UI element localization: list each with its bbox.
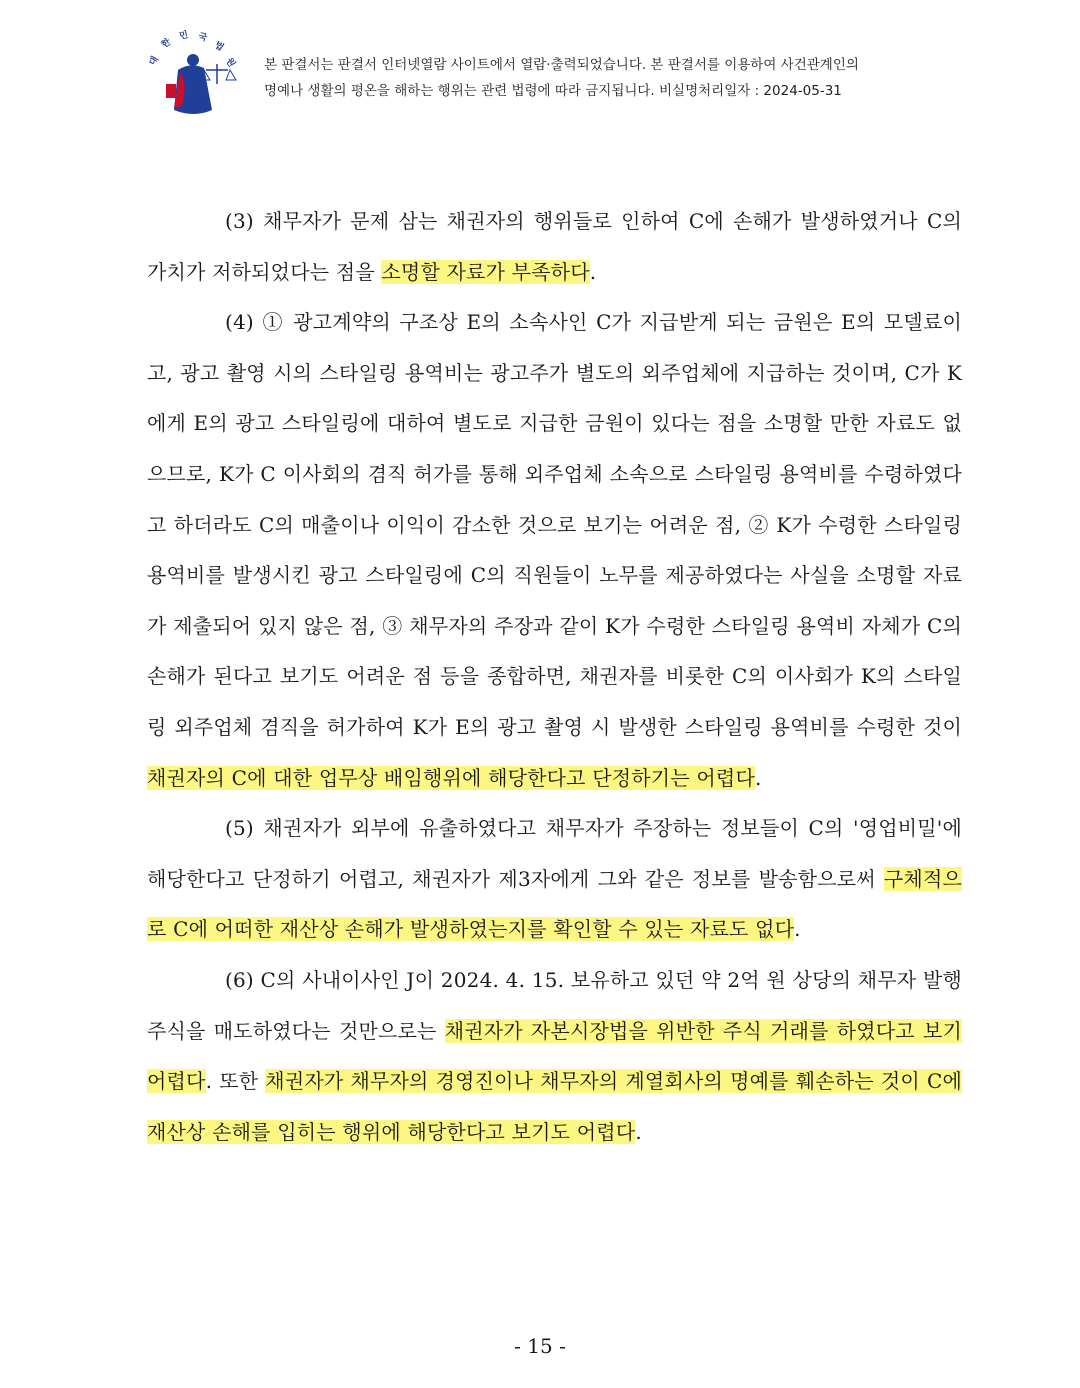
text-run: (5) 채권자가 외부에 유출하였다고 채무자가 주장하는 정보들이 C의 '영업비밀'에 해당한다고 단정하기 어렵고, 채권자가 제3자에게 그와 같은 정보를 발송함으로써 [147,816,962,891]
text-run: (3) 채무자가 문제 삼는 채권자의 행위들로 인하여 C에 손해가 발생하였거나 C의 가치가 저하되었다는 점을 [147,209,962,284]
paragraph-6 [147,955,962,1157]
svg-text:국: 국 [197,32,208,44]
text-run: . [754,765,762,790]
text-run: (4) ① 광고계약의 구조상 E의 소속사인 C가 지급받게 되는 금원은 E의 모델료이고, 광고 촬영 시의 스타일링 용역비는 광고주가 별도의 외주업체에 지급하는 것이며, C가 K에게 E의 광고 스타일링에 대하여 별도로 지급한 금원이 있다는 점을 소명할 만한 자료도 없으므로, K가 C 이사회의 겸직 허가를 통해 외주업체 소속으로 스타일링 용역비를 수령하였다고 하더라도 C의 매출이나 이익이 감소한 것으로 보기는 어려운 점, ② K가 수령한 스타일링 용역비를 발생시킨 광고 스타일링에 C의 직원들이 노무를 제공하였다는 사실을 소명할 자료가 제출되어 있지 않은 점, ③ 채무자의 주장과 같이 K가 수령한 스타일링 용역비 자체가 C의 손해가 된다고 보기도 어려운 점 등을 종합하면, 채권자를 비롯한 C의 이사회가 K의 스타일링 외주업체 겸직을 허가하여 K가 E의 광고 촬영 시 발생한 스타일링 용역비를 수령한 것이 [147,310,962,739]
svg-text:대: 대 [147,54,161,68]
text-run: . [635,1119,642,1144]
page-number: - 15 - [514,1334,566,1358]
highlighted-text: 채권자가 자본시장법을 위반한 주식 거래를 하였다고 보기 어렵다 [147,1018,963,1094]
highlighted-text: 소명할 자료가 부족하다 [381,259,590,284]
text-run: . [589,259,597,284]
notice-line-2: 명예나 생활의 평온을 해하는 행위는 관련 법령에 따라 금지됩니다. 비실명처리일자 : 2024-05-31 [264,83,842,99]
court-seal-logo [138,26,248,118]
highlighted-text: 채권자의 C에 대한 업무상 배임행위에 해당한다고 단정하기는 어렵다 [147,765,755,790]
svg-text:한: 한 [159,37,173,51]
highlighted-text: 채권자가 채무자의 경영진이나 채무자의 계열회사의 명예를 훼손하는 것이 C에 재산상 손해를 입히는 행위에 해당한다고 보기도 어렵다 [147,1069,962,1144]
svg-text:민: 민 [178,30,190,42]
text-run: . [794,917,801,942]
paragraph-3 [147,196,962,297]
svg-text:원: 원 [223,56,237,70]
notice-line-1: 본 판결서는 판결서 인터넷열람 사이트에서 열람·출력되었습니다. 본 판결서를 이용하여 사건관계인의 [264,57,859,73]
svg-text:법: 법 [212,40,226,54]
paragraph-5 [147,803,962,955]
document-header [130,22,990,118]
highlighted-text: 구체적으로 C에 어떠한 재산상 손해가 발생하였는지를 확인할 수 있는 자료도 없다 [147,866,962,942]
usage-notice [264,52,1004,104]
paragraph-4 [147,297,962,803]
text-run: (6) C의 사내이사인 J이 2024. 4. 15. 보유하고 있던 약 2억 원 상당의 채무자 발행주식을 매도하였다는 것만으로는 [147,967,962,1043]
text-run: . 또한 [205,1069,266,1094]
judgment-body [147,196,962,1157]
